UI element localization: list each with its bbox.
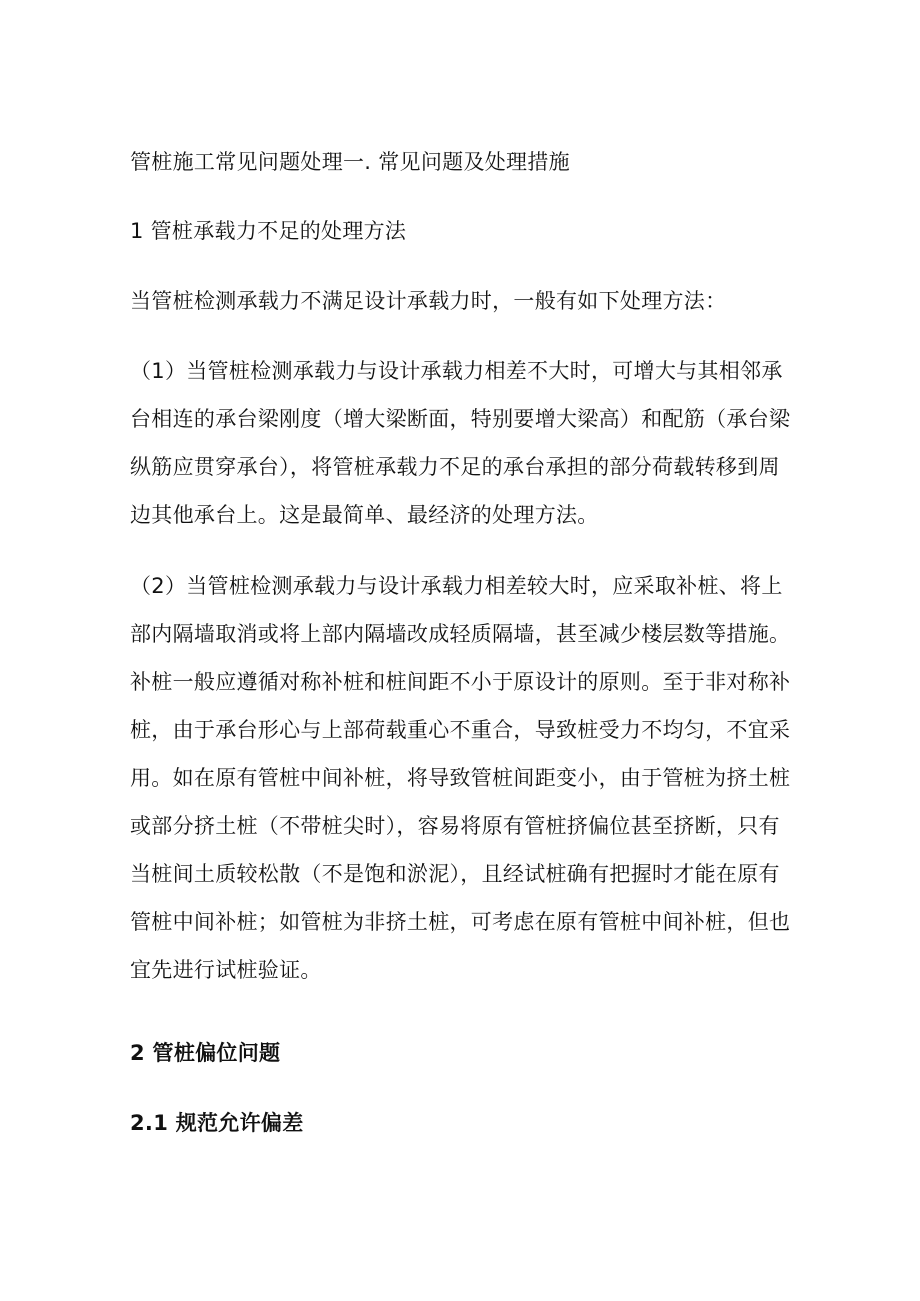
paragraph-line: 部内隔墙取消或将上部内隔墙改成轻质隔墙，甚至减少楼层数等措施。 (130, 622, 791, 646)
paragraph-line: 桩，由于承台形心与上部荷载重心不重合，导致桩受力不均匀，不宜采 (130, 718, 791, 742)
paragraph-line: 用。如在原有管桩中间补桩，将导致管桩间距变小，由于管桩为挤土桩 (130, 766, 791, 790)
paragraph-line: 补桩一般应遵循对称补桩和桩间距不小于原设计的原则。至于非对称补 (130, 670, 791, 694)
paragraph-line: 边其他承台上。这是最简单、最经济的处理方法。 (130, 503, 599, 527)
document-title: 管桩施工常见问题处理一. 常见问题及处理措施 (130, 150, 570, 174)
section-1-heading: 1 管桩承载力不足的处理方法 (130, 219, 407, 243)
paragraph-line: 或部分挤土桩（不带桩尖时），容易将原有管桩挤偏位甚至挤断，只有 (130, 814, 780, 838)
paragraph-line: 当桩间土质较松散（不是饱和淤泥），且经试桩确有把握时才能在原有 (130, 862, 780, 886)
paragraph-line: 管桩中间补桩；如管桩为非挤土桩，可考虑在原有管桩中间补桩，但也 (130, 910, 791, 934)
paragraph-line: 宜先进行试桩验证。 (130, 958, 322, 982)
paragraph-line: （2）当管桩检测承载力与设计承载力相差较大时，应采取补桩、将上 (130, 574, 783, 598)
section-2-1-heading: 2.1 规范允许偏差 (130, 1111, 304, 1135)
paragraph-line: （1）当管桩检测承载力与设计承载力相差不大时，可增大与其相邻承 (130, 359, 783, 383)
paragraph-line: 纵筋应贯穿承台），将管桩承载力不足的承台承担的部分荷载转移到周 (130, 455, 780, 479)
section-2-heading: 2 管桩偏位问题 (130, 1041, 281, 1065)
intro-paragraph: 当管桩检测承载力不满足设计承载力时，一般有如下处理方法： (130, 289, 727, 313)
paragraph-line: 台相连的承台梁刚度（增大梁断面，特别要增大梁高）和配筋（承台梁 (130, 407, 791, 431)
